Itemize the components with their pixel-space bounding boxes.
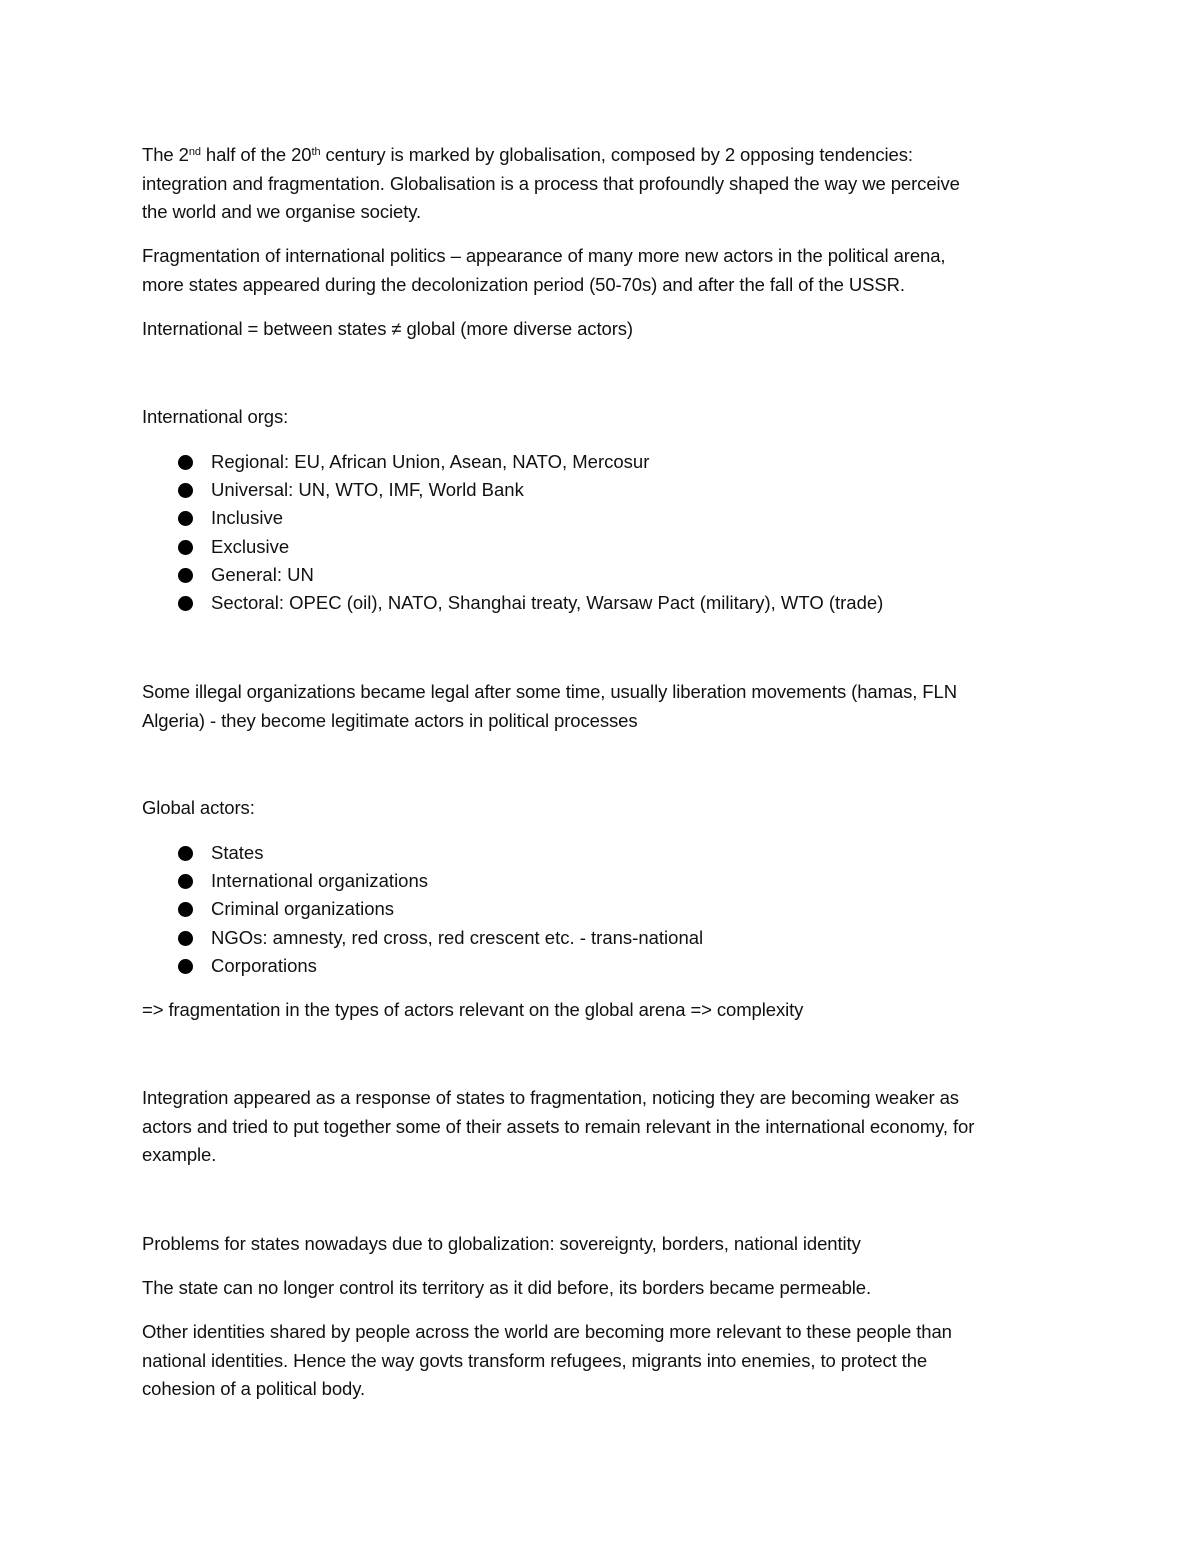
list-item xyxy=(142,867,1072,895)
list-item-text: Inclusive xyxy=(211,507,283,529)
paragraph-illegal-organizations xyxy=(142,678,1072,735)
list-item xyxy=(142,895,1072,923)
text-line: Other identities shared by people across the world are becoming more relevant to these people than xyxy=(142,1321,952,1342)
text-line: national identities. Hence the way govts transform refugees, migrants into enemies, to protect the xyxy=(142,1349,928,1371)
list-item-text: International organizations xyxy=(211,870,429,892)
text-line: => fragmentation in the types of actors relevant on the global arena => complexity xyxy=(142,999,804,1020)
paragraph-fragmentation xyxy=(142,242,1072,299)
text-line: Fragmentation of international politics – appearance of many more new actors in the political arena, xyxy=(142,245,946,266)
bullet-icon xyxy=(178,846,193,861)
list-item-text: General: UN xyxy=(211,563,314,585)
list-item xyxy=(142,476,1072,504)
text-line: example. xyxy=(142,1144,217,1166)
list-item-text: Universal: UN, WTO, IMF, World Bank xyxy=(211,479,524,501)
text-line xyxy=(142,141,1072,170)
text-line: cohesion of a political body. xyxy=(142,1378,366,1400)
paragraph-integration xyxy=(142,1084,1072,1170)
bullet-list-global-actors xyxy=(142,839,1072,980)
list-item xyxy=(142,533,1072,561)
list-item xyxy=(142,561,1072,589)
bullet-icon xyxy=(178,511,193,526)
text-line: Problems for states nowadays due to globalization: sovereignty, borders, national identity xyxy=(142,1233,861,1254)
text-line: Some illegal organizations became legal after some time, usually liberation movements (hamas, FLN xyxy=(142,681,957,702)
list-item-text: States xyxy=(211,842,264,863)
bullet-icon xyxy=(178,596,193,611)
text-line: International = between states ≠ global (more diverse actors) xyxy=(142,318,633,339)
bullet-icon xyxy=(178,540,193,555)
text-line: The state can no longer control its territory as it did before, its borders became permeable. xyxy=(142,1277,872,1298)
list-item-text: Regional: EU, African Union, Asean, NATO, Mercosur xyxy=(211,451,650,472)
heading-international-orgs xyxy=(142,403,1072,432)
text-line: actors and tried to put together some of their assets to remain relevant in the international economy, for xyxy=(142,1115,975,1137)
heading-global-actors xyxy=(142,794,1072,823)
bullet-icon xyxy=(178,874,193,889)
text-line: the world and we organise society. xyxy=(142,201,422,223)
list-item-text: Sectoral: OPEC (oil), NATO, Shanghai treaty, Warsaw Pact (military), WTO (trade) xyxy=(211,591,884,613)
text-span: The 2 xyxy=(142,144,189,165)
bullet-icon xyxy=(178,483,193,498)
bullet-icon xyxy=(178,931,193,946)
bullet-icon xyxy=(178,455,193,470)
text-span: century is marked by globalisation, composed by 2 opposing tendencies: xyxy=(320,144,913,165)
bullet-icon xyxy=(178,959,193,974)
list-item xyxy=(142,448,1072,476)
list-item-text: NGOs: amnesty, red cross, red crescent etc. - trans-national xyxy=(211,926,704,948)
bullet-list-international-orgs xyxy=(142,448,1072,617)
text-line: Global actors: xyxy=(142,797,255,818)
text-line: integration and fragmentation. Globalisation is a process that profoundly shaped the way we perceive xyxy=(142,172,960,194)
list-item-text: Exclusive xyxy=(211,535,290,557)
text-line: more states appeared during the decolonization period (50-70s) and after the fall of the USSR. xyxy=(142,273,905,295)
list-item xyxy=(142,589,1072,617)
text-line: International orgs: xyxy=(142,406,289,427)
paragraph-territory-control xyxy=(142,1274,1072,1303)
paragraph-problems-for-states xyxy=(142,1230,1072,1259)
text-line: Algeria) - they become legitimate actors in political processes xyxy=(142,709,638,731)
list-item xyxy=(142,504,1072,532)
bullet-icon xyxy=(178,902,193,917)
list-item xyxy=(142,839,1072,867)
paragraph-fragmentation-complexity xyxy=(142,996,1072,1025)
list-item xyxy=(142,924,1072,952)
paragraph-other-identities xyxy=(142,1318,1072,1404)
list-item-text: Criminal organizations xyxy=(211,898,395,920)
superscript-ordinal: th xyxy=(311,146,321,158)
superscript-ordinal: nd xyxy=(188,146,201,158)
text-span: half of the 20 xyxy=(200,144,312,165)
text-line: Integration appeared as a response of states to fragmentation, noticing they are becoming weaker as xyxy=(142,1087,959,1108)
paragraph-international-definition xyxy=(142,315,1072,344)
bullet-icon xyxy=(178,568,193,583)
list-item-text: Corporations xyxy=(211,954,317,976)
list-item xyxy=(142,952,1072,980)
paragraph-globalisation-intro xyxy=(142,141,1072,227)
